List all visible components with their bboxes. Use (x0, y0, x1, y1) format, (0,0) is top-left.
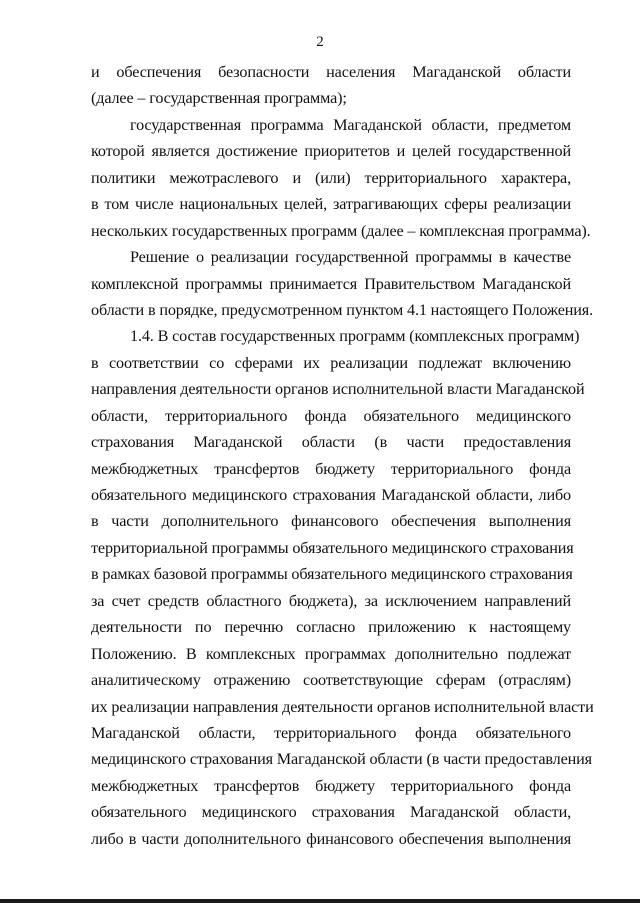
text-line: территориальной программы обязательного медицинского страхования (91, 538, 574, 557)
text-line: Магаданской области, территориального фонда обязательного (91, 723, 571, 742)
text-line: нескольких государственных программ (далее – комплексная программа). (91, 221, 591, 240)
text-line: страхования Магаданской области (в части предоставления (91, 433, 571, 452)
text-line: и обеспечения безопасности населения Магаданской области (91, 63, 571, 81)
text-line: межбюджетных трансфертов бюджету территориального фонда (91, 776, 571, 795)
text-line: за счет средств областного бюджета), за исключением направлений (91, 591, 571, 610)
text-line: Положению. В комплексных программах дополнительно подлежат (91, 644, 571, 663)
text-line: государственная программа Магаданской области, предметом (130, 115, 571, 134)
text-line: которой является достижение приоритетов и целей государственной (91, 142, 571, 161)
text-line: обязательного медицинского страхования Магаданской области, (91, 803, 571, 822)
text-line: Решение о реализации государственной программы в качестве (130, 248, 571, 267)
text-line: 1.4. В состав государственных программ (комплексных программ) (130, 327, 580, 346)
text-line: обязательного медицинского страхования Магаданской области, либо (91, 486, 571, 504)
text-line: в рамках базовой программы обязательного медицинского страхования (91, 565, 573, 584)
text-line: в том числе национальных целей, затрагивающих сферы реализации (91, 195, 571, 214)
text-line: политики межотраслевого и (или) территориального характера, (91, 168, 571, 187)
text-line: медицинского страхования Магаданской области (в части предоставления (91, 750, 592, 769)
text-line: в соответствии со сферами их реализации подлежат включению (91, 353, 571, 372)
text-line: в части дополнительного финансового обеспечения выполнения (91, 512, 571, 531)
text-line: либо в части дополнительного финансового обеспечения выполнения (91, 829, 571, 848)
text-line: комплексной программы принимается Правительством Магаданской (91, 274, 571, 293)
text-line: аналитическому отражению соответствующие сферам (отраслям) (91, 671, 571, 690)
text-line: деятельности по перечню согласно приложению к настоящему (91, 618, 571, 637)
page-number: 2 (316, 34, 324, 50)
text-line: (далее – государственная программа); (91, 89, 347, 108)
text-line: их реализации направления деятельности органов исполнительной власти (91, 697, 594, 716)
text-line: области, территориального фонда обязательного медицинского (91, 406, 571, 425)
scan-edge-bar (0, 899, 640, 903)
body-text (91, 59, 594, 852)
text-line: направления деятельности органов исполнительной власти Магаданской (91, 380, 585, 399)
text-line: межбюджетных трансфертов бюджету территориального фонда (91, 459, 571, 478)
text-line: области в порядке, предусмотренном пунктом 4.1 настоящего Положения. (91, 300, 593, 319)
